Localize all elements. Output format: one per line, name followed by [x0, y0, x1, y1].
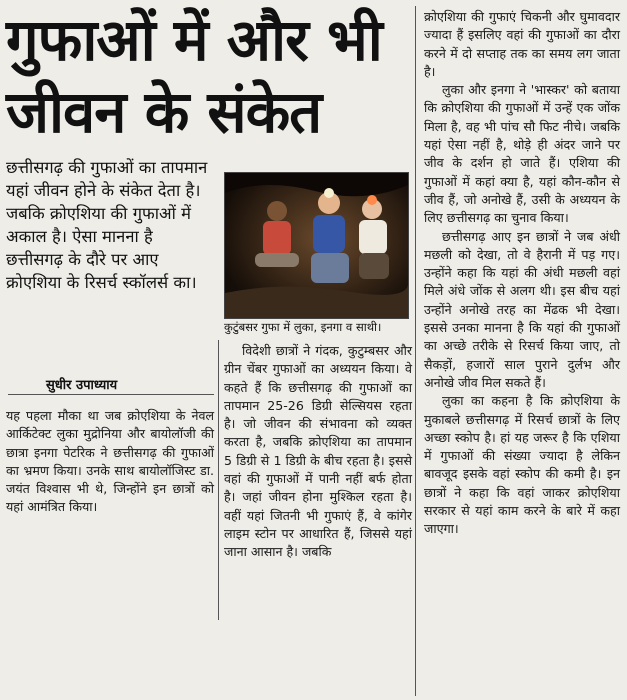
photo-illustration: [225, 173, 408, 318]
photo-cave-researchers: [224, 172, 409, 319]
column-3-paragraph-2: लुका और इनगा ने 'भास्कर' को बताया कि क्रोएशिया की गुफाओं में उन्हें एक जोंक मिला है, वह भी पांच सौ फिट नीचे। जबकि यहां ऐसा नहीं है, थोड़े ही अंदर जाने पर जीव के दर्शन हो जाते हैं। एशिया की गुफाओं में कहां क्या है, यहां कौन-कौन से जीव हैं, जो अनोखे हैं, उसी के अध्ययन के लिए छत्तीसगढ़ का चुनाव किया।: [424, 82, 620, 226]
column-1: [6, 407, 214, 517]
column-1-paragraph: यह पहला मौका था जब क्रोएशिया के नेवल आर्किटेक्ट लुका मुद्रोनिया और बायोलॉजी की छात्रा इनगा पेटरिक ने छत्तीसगढ़ की गुफाओं का भ्रमण किया। उनके साथ बायोलॉजिस्ट डा. जयंत विश्वास भी थे, जिन्होंने इन छात्रों को यहां आमंत्रित किया।: [6, 408, 214, 515]
photo-caption: कुटुंबसर गुफा में लुका, इनगा व साथी।: [224, 320, 382, 334]
byline-rule: [8, 394, 214, 395]
column-3-paragraph-3: छत्तीसगढ़ आए इन छात्रों ने जब अंधी मछली को देखा, तो वे हैरानी में पड़ गए। उन्होंने कहा कि यहां की अंधी मछली वहां मिले अंधे जोंक से अलग थी। इस बीच यहां उन्होंने अनोखे तरह का मेंढक भी देखा। इससे उनका मानना है कि यहां की गुफाओं का अच्छे तरीके से रिसर्च किया जाए, तो सैकड़ों, हजारों साल पुराने दुर्लभ और अनोखे जीव मिल सकते हैं।: [424, 228, 620, 390]
column-2: [224, 342, 412, 562]
byline: सुधीर उपाध्याय: [46, 378, 118, 393]
headline-line-1: गुफाओं में और भी: [6, 6, 382, 74]
column-3-paragraph-4: लुका का कहना है कि क्रोएशिया के मुकाबले छत्तीसगढ़ में रिसर्च छात्रों के लिए अच्छा स्कोप है। हां यह जरूर है कि एशिया में गुफाओं की संख्या ज्यादा है लेकिन बावजूद इसके वहां स्कोप की कमी है। इन छात्रों ने कहा कि वहां जाकर क्रोएशिया सरकार से यहां काम करने के बारे में कहा जाएगा।: [424, 393, 620, 537]
column-divider-2: [415, 6, 416, 696]
headline: [6, 4, 411, 148]
intro-blurb: छत्तीसगढ़ की गुफाओं का तापमान यहां जीवन होने के संकेत देता है। जबकि क्रोएशिया की गुफाओं में अकाल है। ऐसा मानना है छत्तीसगढ़ के दौरे पर आए क्रोएशिया के रिसर्च स्कॉलर्स का।: [6, 158, 208, 292]
column-3-paragraph-1: क्रोएशिया की गुफाएं चिकनी और घुमावदार ज्यादा हैं इसलिए वहां की गुफाओं का दौरा करने में दो सप्ताह तक का समय लग जाता है।: [424, 9, 620, 79]
headline-line-2: जीवन के संकेत: [6, 78, 322, 146]
column-divider-1: [218, 340, 219, 620]
column-3: [424, 8, 620, 539]
column-2-paragraph: विदेशी छात्रों ने गंदक, कुटुम्बसर और ग्रीन चेंबर गुफाओं का अध्ययन किया। वे कहते हैं कि छत्तीसगढ़ की गुफाओं का तापमान 25-26 डिग्री सेल्सियस रहता है। जो जीवन की संभावना को व्यक्त करता है, जबकि क्रोएशिया का तापमान 5 डिग्री से 1 डिग्री के बीच रहता है। इससे वहां की गुफाओं में पानी नहीं बर्फ होता है। जहां जीवन होना मुश्किल रहता है। वहीं यहां जितनी भी गुफाएं हैं, वे कांगेर लाइम स्टोन पर आधारित हैं, जिससे यहां जाना आसान है। जबकि: [224, 343, 412, 560]
